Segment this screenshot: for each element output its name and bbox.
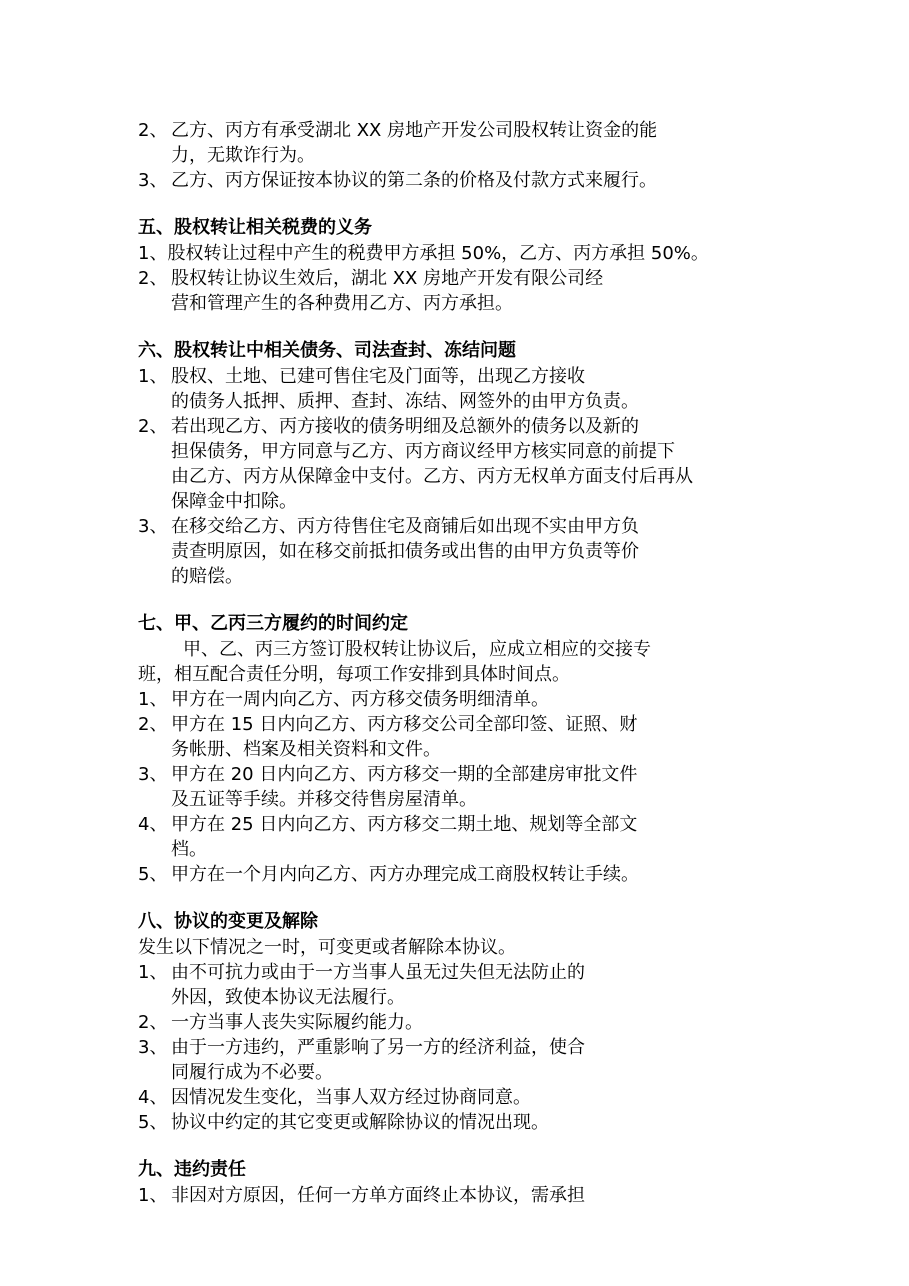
item-text: 乙方、丙方保证按本协议的第二条的价格及付款方式来履行。 xyxy=(171,170,657,191)
item-text-continued: 营和管理产生的各种费用乙方、丙方承担。 xyxy=(171,293,513,314)
item-number: 3、 xyxy=(138,170,168,191)
item-number: 3、 xyxy=(138,516,168,537)
item-text: 因情况发生变化，当事人双方经过协商同意。 xyxy=(171,1087,531,1108)
item-text-continued: 同履行成为不必要。 xyxy=(171,1062,333,1083)
item-number: 5、 xyxy=(138,1112,168,1133)
item-number: 5、 xyxy=(138,864,168,885)
section6-item-2 xyxy=(138,414,788,514)
item-text: 股权、土地、已建可售住宅及门面等，出现乙方接收 xyxy=(171,366,585,387)
item-text-continued: 务帐册、档案及相关资料和文件。 xyxy=(171,739,441,760)
section7-heading: 七、甲、乙丙三方履约的时间约定 xyxy=(138,613,408,634)
item-text: 甲方在 20 日内向乙方、丙方移交一期的全部建房审批文件 xyxy=(171,764,638,785)
section8-item-5 xyxy=(138,1110,788,1135)
section8-heading: 八、协议的变更及解除 xyxy=(138,911,318,932)
section8-item-3 xyxy=(138,1035,788,1085)
section7-item-1 xyxy=(138,687,788,712)
item-text: 协议中约定的其它变更或解除协议的情况出现。 xyxy=(171,1112,549,1133)
section6-heading: 六、股权转让中相关债务、司法查封、冻结问题 xyxy=(138,340,516,361)
section6-item-1 xyxy=(138,364,788,414)
item-text: 由不可抗力或由于一方当事人虽无过失但无法防止的 xyxy=(171,962,585,983)
item-number: 2、 xyxy=(138,714,168,735)
item-text-continued: 及五证等手续。并移交待售房屋清单。 xyxy=(171,789,477,810)
section4-item-2 xyxy=(138,118,788,168)
section9-item-1 xyxy=(138,1183,788,1208)
item-number: 2、 xyxy=(138,1012,168,1033)
section5-heading: 五、股权转让相关税费的义务 xyxy=(138,217,372,238)
item-number: 1、 xyxy=(138,689,168,710)
section5-item-1: 1、股权转让过程中产生的税费甲方承担 50%，乙方、丙方承担 50%。 xyxy=(138,243,709,264)
section8-item-2 xyxy=(138,1010,788,1035)
item-number: 1、 xyxy=(138,1185,168,1206)
section9-heading: 九、违约责任 xyxy=(138,1159,246,1180)
item-number: 3、 xyxy=(138,764,168,785)
section8-item-1 xyxy=(138,960,788,1010)
item-text: 甲方在 25 日内向乙方、丙方移交二期土地、规划等全部文 xyxy=(171,814,638,835)
section8-item-4 xyxy=(138,1085,788,1110)
item-text-continued: 担保债务，甲方同意与乙方、丙方商议经甲方核实同意的前提下 xyxy=(171,441,675,462)
item-number: 2、 xyxy=(138,416,168,437)
section4-item-3 xyxy=(138,168,788,193)
item-text-continued: 外因，致使本协议无法履行。 xyxy=(171,987,405,1008)
item-number: 2、 xyxy=(138,120,168,141)
item-text: 在移交给乙方、丙方待售住宅及商铺后如出现不实由甲方负 xyxy=(171,516,639,537)
item-text: 乙方、丙方有承受湖北 XX 房地产开发公司股权转让资金的能 xyxy=(171,120,658,141)
item-text-continued: 的赔偿。 xyxy=(171,566,243,587)
item-text: 由于一方违约，严重影响了另一方的经济利益，使合 xyxy=(171,1037,585,1058)
item-number: 4、 xyxy=(138,1087,168,1108)
document-body xyxy=(138,118,788,1208)
item-text-continued: 责查明原因，如在移交前抵扣债务或出售的由甲方负责等价 xyxy=(171,541,639,562)
item-text-continued: 由乙方、丙方从保障金中支付。乙方、丙方无权单方面支付后再从 xyxy=(171,466,693,487)
item-number: 2、 xyxy=(138,268,168,289)
item-text-continued: 保障金中扣除。 xyxy=(171,491,297,512)
item-number: 3、 xyxy=(138,1037,168,1058)
section7-item-4 xyxy=(138,812,788,862)
item-number: 1、 xyxy=(138,366,168,387)
section7-intro-continued: 班，相互配合责任分明，每项工作安排到具体时间点。 xyxy=(138,664,570,685)
item-text: 一方当事人丧失实际履约能力。 xyxy=(171,1012,423,1033)
item-text-continued: 的债务人抵押、质押、查封、冻结、网签外的由甲方负责。 xyxy=(171,391,639,412)
item-text: 甲方在一周内向乙方、丙方移交债务明细清单。 xyxy=(171,689,549,710)
item-number: 4、 xyxy=(138,814,168,835)
section7-item-5 xyxy=(138,862,788,887)
section7-intro: 甲、乙、丙三方签订股权转让协议后，应成立相应的交接专 xyxy=(183,639,651,660)
section7-item-2 xyxy=(138,712,788,762)
section6-item-3 xyxy=(138,514,788,589)
item-text: 股权转让协议生效后，湖北 XX 房地产开发有限公司经 xyxy=(171,268,604,289)
section7-item-3 xyxy=(138,762,788,812)
item-text: 若出现乙方、丙方接收的债务明细及总额外的债务以及新的 xyxy=(171,416,639,437)
item-text: 甲方在一个月内向乙方、丙方办理完成工商股权转让手续。 xyxy=(171,864,639,885)
item-number: 1、 xyxy=(138,962,168,983)
section8-intro: 发生以下情况之一时，可变更或者解除本协议。 xyxy=(138,937,516,958)
item-text: 甲方在 15 日内向乙方、丙方移交公司全部印签、证照、财 xyxy=(171,714,638,735)
item-text-continued: 力，无欺诈行为。 xyxy=(171,145,315,166)
section5-item-2 xyxy=(138,266,788,316)
item-text: 非因对方原因，任何一方单方面终止本协议，需承担 xyxy=(171,1185,585,1206)
item-text-continued: 档。 xyxy=(171,839,207,860)
